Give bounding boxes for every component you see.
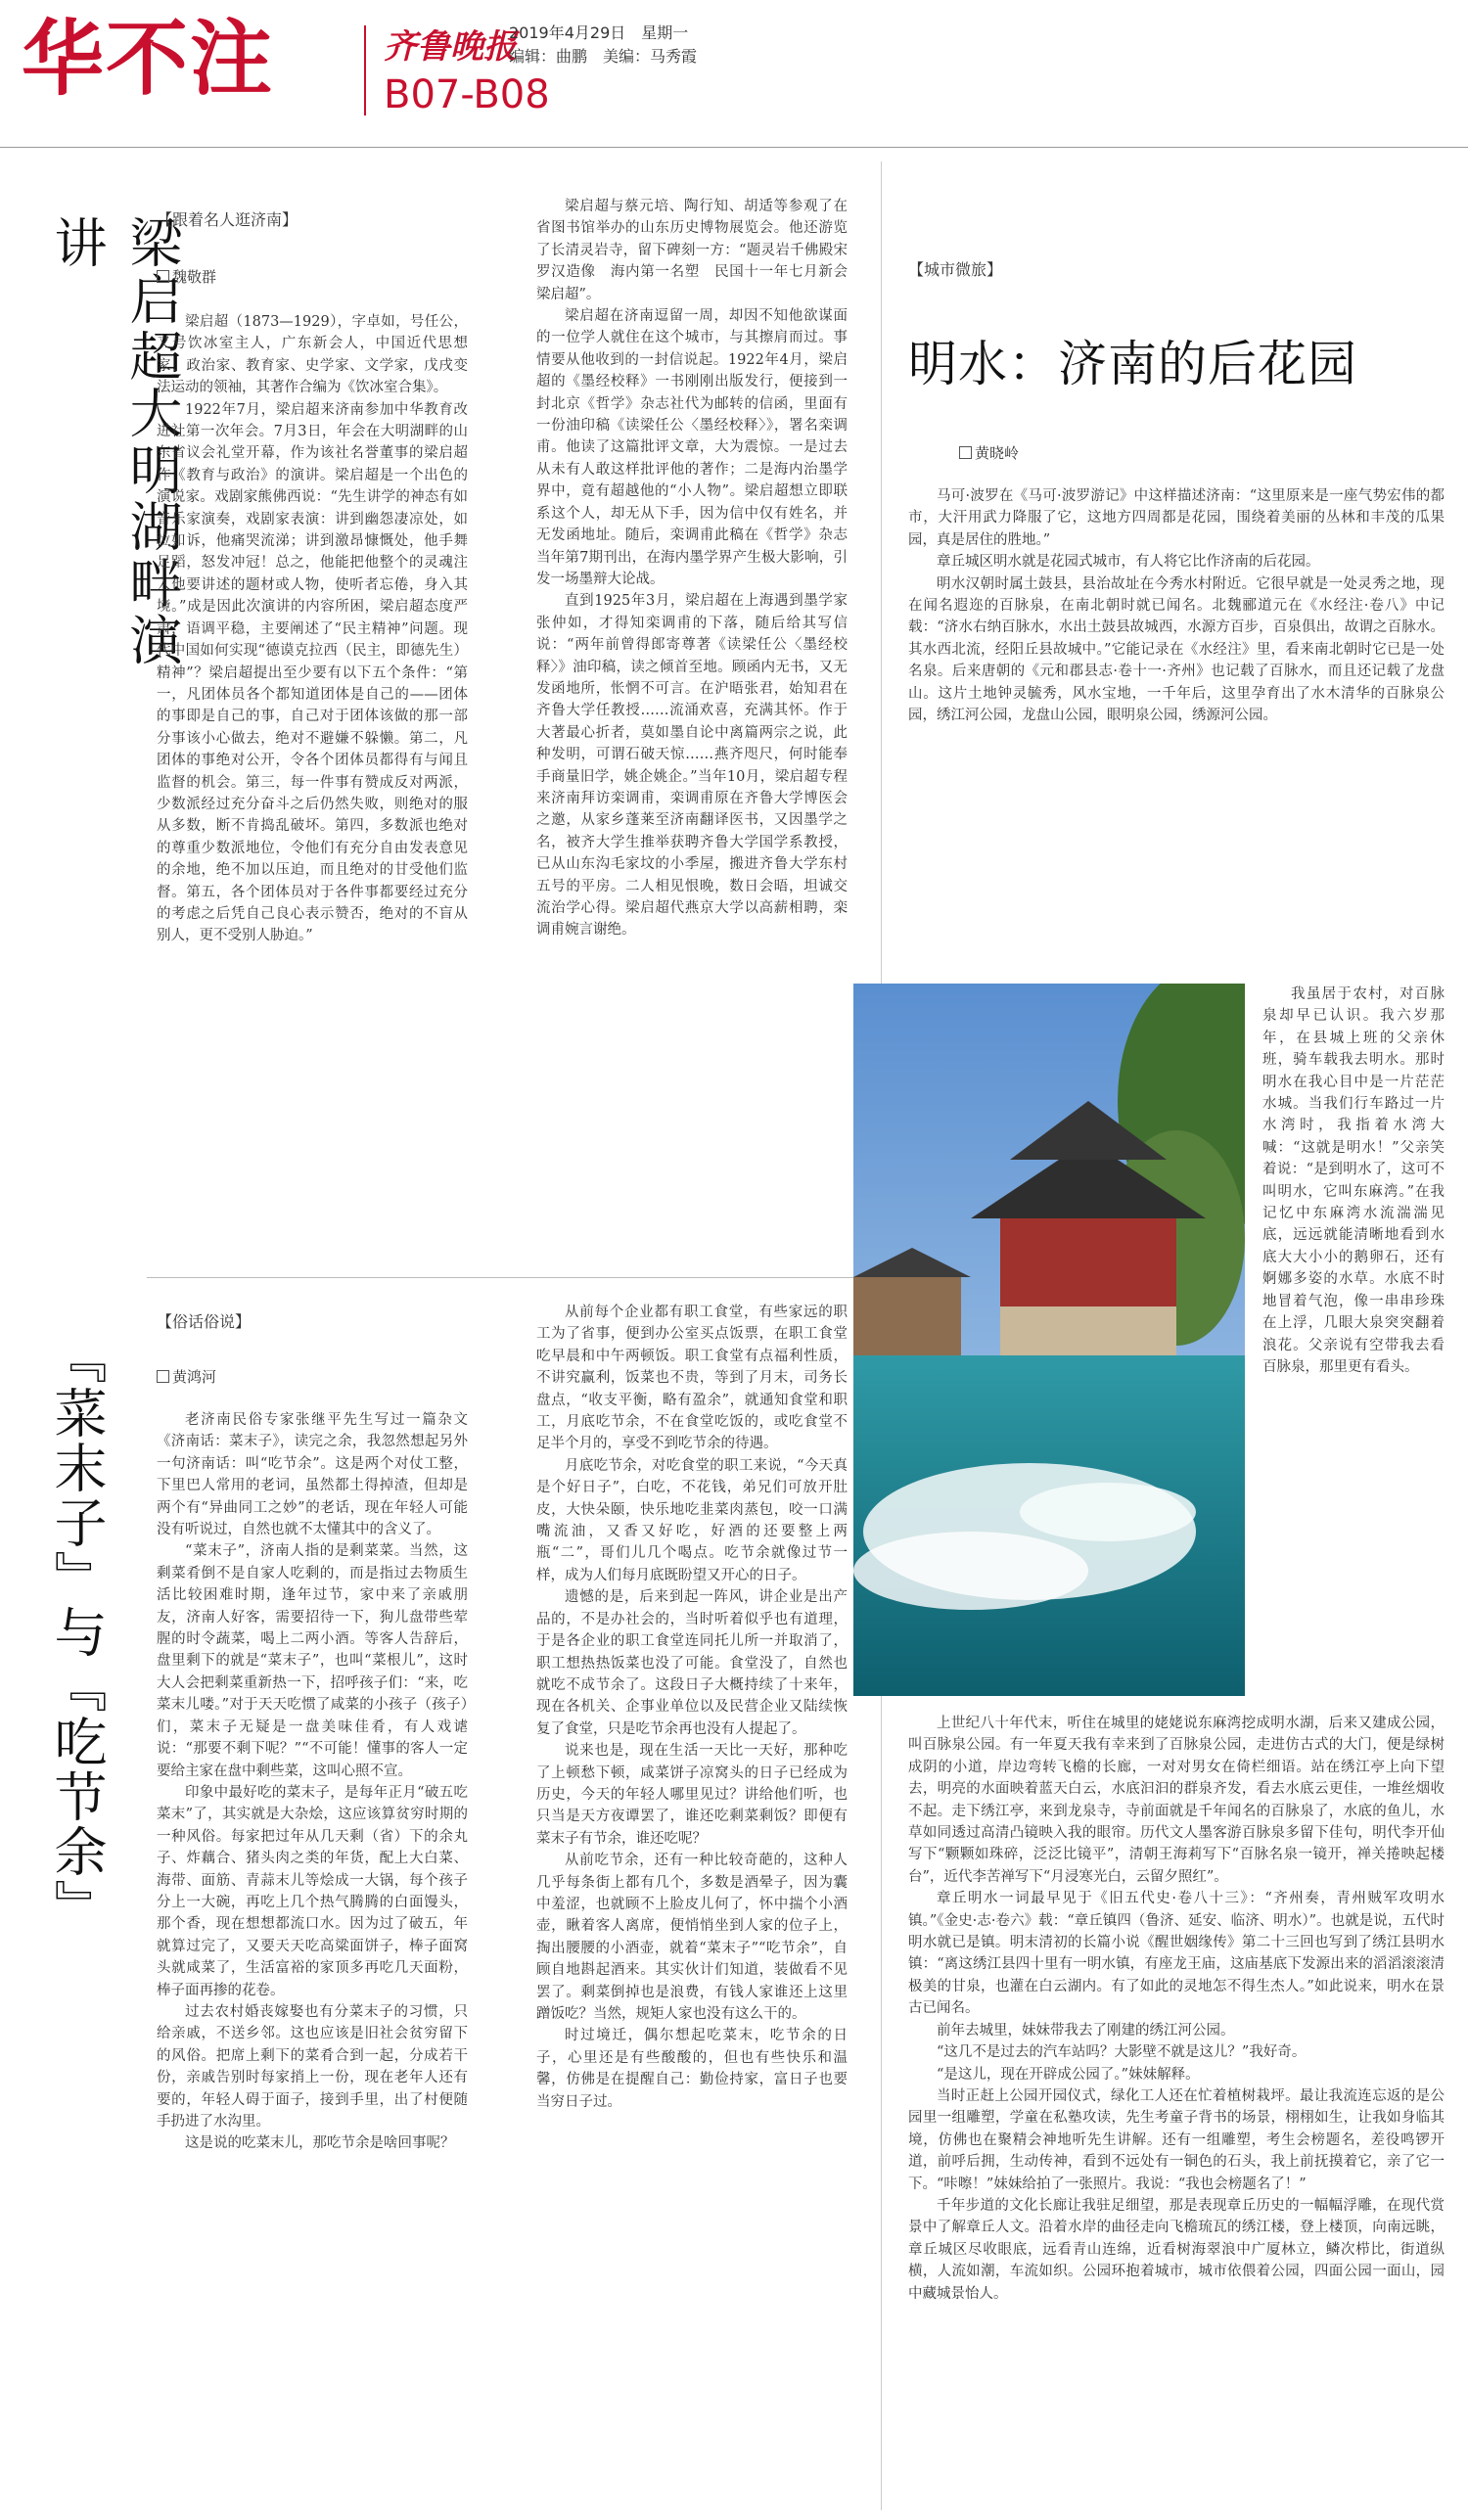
- article3-paragraph: 明水汉朝时属土鼓县，县治故址在今秀水村附近。它很早就是一处灵秀之地，现在闻名遐迩的百脉泉，在南北朝时就已闻名。北魏郦道元在《水经注·卷八》中记载：“济水右纳百脉水，水出土鼓县故城西，水源方百步，百泉俱出，故谓之百脉水。其水西北流，经阳丘县故城中。”它能记录在《水经注》里，看来南北朝时它已是一处名泉。后来唐朝的《元和郡县志·卷十一·齐州》也记载了百脉水，而且还记载了龙盘山。这片土地钟灵毓秀，风水宝地，一千年后，这里孕育出了水木清华的百脉泉公园，绣江河公园，龙盘山公园，眼明泉公园，绣源河公园。: [908, 575, 1445, 724]
- article2-paragraph: “菜末子”，济南人指的是剩菜菜。当然，这剩菜肴倒不是自家人吃剩的，而是指过去物质生活比较困难时期，逢年过节，家中来了亲戚朋友，济南人好客，需要招待一下，狗儿盘带些荤腥的时令蔬菜，喝上二两小酒。等客人告辞后，盘里剩下的就是“菜末子”，也叫“菜根儿”，这时大人会把剩菜重新热一下，招呼孩子们：“来，吃菜末儿喽。”对于天天吃惯了咸菜的小孩子（孩子）们，菜末子无疑是一盘美味佳肴，有人戏谑说：“那要不剩下呢？”“不可能！懂事的客人一定要给主家在盘中剩些菜，这叫心照不宣。: [157, 1543, 468, 1779]
- article2-column-2: [536, 1302, 848, 2113]
- article2-paragraph: 说来也是，现在生活一天比一天好，那种吃了上顿愁下顿，咸菜饼子凉窝头的日子已经成为历史，今天的年轻人哪里见过？讲给他们听，也只当是天方夜谭罢了，谁还吃剩菜剩饭？即便有菜末子有节余，谁还吃呢？: [536, 1743, 848, 1847]
- article3-paragraph: 马可·波罗在《马可·波罗游记》中这样描述济南：“这里原来是一座气势宏伟的都市，大汗用武力降服了它，这地方四周都是花园，围绕着美丽的丛林和丰茂的瓜果园，真是居住的胜地。”: [908, 488, 1445, 548]
- article3-text-bottom: [908, 1713, 1445, 2305]
- article2-column-tag: 【俗话俗说】: [157, 1312, 252, 1331]
- article-separator: [147, 1277, 861, 1278]
- header-rule: [0, 147, 1468, 148]
- article1-author: 魏敬群: [157, 266, 216, 287]
- article3-paragraph: 当时正赶上公园开园仪式，绿化工人还在忙着植树栽坪。最让我流连忘返的是公园里一组雕塑，学童在私塾攻读，先生考童子背书的场景，栩栩如生，让我如身临其境，仿佛也在聚精会神地听先生讲解。还有一组雕塑，考生会榜题名，差役鸣锣开道，前呼后拥，生动传神，看到不远处有一铜色的石头，我上前抚摸着它，亲了它一下。“咔嚓！”妹妹给拍了一张照片。我说：“我也会榜题名了！”: [908, 2087, 1445, 2192]
- article1-title: 梁启超大明湖畔演讲: [46, 215, 183, 669]
- article2-title: 『菜末子』与『吃节余』: [46, 1331, 108, 1934]
- article1-column-tag: 【跟着名人逛济南】: [157, 210, 298, 229]
- article3-text-side: [1262, 984, 1445, 1378]
- article1-paragraph: 直到1925年3月，梁启超在上海遇到墨学家张仲如，才得知栾调甫的下落，随后给其写信说：“两年前曾得郎寄尊著《读梁任公〈墨经校释〉》油印稿，读之倾首至地。顾函内无书，又无发函地所，怅惘不可言。在沪晤张君，始知君在齐鲁大学任教授……流涌欢喜，充满其怀。作于大著最心折者，莫如墨自论中离篇两宗之说，此种发明，可谓石破天惊……燕齐咫尺，何时能奉手商量旧学，姚企姚企。”当年10月，梁启超专程来济南拜访栾调甫，栾调甫原在齐鲁大学博医会之邀，从家乡蓬莱至济南翻译医书，又因墨学之名，被齐大学生推举获聘齐鲁大学国学系教授，已从山东沟毛家坟的小季屋，搬进齐鲁大学东村五号的平房。二人相见恨晚，数日会晤，坦诚交流治学心得。梁启超代燕京大学以高薪相聘，栾调甫婉言谢绝。: [536, 593, 848, 939]
- article2-author: 黄鸿河: [157, 1366, 216, 1387]
- date-line: 2019年4月29日 星期一: [509, 23, 689, 42]
- article3-paragraph: “这几不是过去的汽车站吗？大影壁不就是这儿？”我好奇。: [937, 2044, 1307, 2061]
- article1-column-1: [157, 311, 468, 947]
- article3-column-tag: 【城市微旅】: [908, 260, 1003, 279]
- article3-text-top: [908, 485, 1445, 726]
- article3-paragraph: “是这儿，现在开辟成公园了。”妹妹解释。: [937, 2066, 1200, 2083]
- page-number: B07-B08: [384, 72, 550, 117]
- section-title: 华不注: [22, 11, 275, 107]
- article3-paragraph: 我虽居于农村，对百脉泉却早已认识。我六岁那年，在县城上班的父亲休班，骑车载我去明水。那时明水在我心目中是一片茫茫水城。当我们行车路过一片水湾时，我指着水湾大喊：“这就是明水！”父亲笑着说：“是到明水了，这可不叫明水，它叫东麻湾。”在我记忆中东麻湾水流湍湍见底，远远就能清晰地看到水底大大小小的鹅卵石，还有婀娜多姿的水草。水底不时地冒着气泡，像一串串珍珠在上浮，几眼大泉突突翻着浪花。父亲说有空带我去看百脉泉，那里更有看头。: [1262, 986, 1445, 1375]
- article2-paragraph: 从前吃节余，还有一种比较奇葩的，这种人几乎每条街上都有几个，多数是酒晕子，因为囊中羞涩，也就顾不上脸皮儿何了，怀中揣个小酒壶，瞅着客人离席，便悄悄坐到人家的位子上，掏出腰腰的小酒壶，就着“菜末子”“吃节余”，自顾自地斟起酒来。其实伙计们知道，装做看不见罢了。剩菜倒掉也是浪费，有钱人家谁还上这里蹭饭吃？当然，规矩人家也没有这么干的。: [536, 1853, 848, 2022]
- article3-paragraph: 章丘明水一词最早见于《旧五代史·卷八十三》：“齐州奏，青州贼军攻明水镇。”《金史·志·卷六》载：“章丘镇四（鲁济、延安、临济、明水）”。也就是说，五代时明水就已是镇。明末清初的长篇小说《醒世姻缘传》第二十三回也写到了绣江县明水镇：“离这绣江县四十里有一明水镇，有座龙王庙，这庙基底下发源出来的滔滔滚滚清极美的甘泉，也灌在白云湖内。有了如此的灵地怎不得生杰人。”如此说来，明水在景古已闻名。: [908, 1891, 1445, 2017]
- article2-paragraph: 从前每个企业都有职工食堂，有些家远的职工为了省事，便到办公室买点饭票，在职工食堂吃早晨和中午两顿饭。职工食堂有点福利性质，不讲究赢利，饭菜也不贵，等到了月末，司务长盘点，“收支平衡，略有盈余”，就通知食堂和职工，月底吃节余，不在食堂吃饭的，或吃食堂不足半个月的，享受不到吃节余的待遇。: [536, 1305, 848, 1452]
- masthead-divider: [364, 25, 366, 115]
- article2-paragraph: 月底吃节余，对吃食堂的职工来说，“今天真是个好日子”，白吃，不花钱，弟兄们可放开肚皮，大快朵颐，快乐地吃韭菜肉蒸包，咬一口满嘴流油，又香又好吃，好酒的还要整上两瓶“二”，哥们儿几个喝点。吃节余就像过节一样，成为人们每月底既盼望又开心的日子。: [536, 1457, 848, 1583]
- bamaiquan-park-photo: [853, 984, 1245, 1696]
- article3-paragraph: 章丘城区明水就是花园式城市，有人将它比作济南的后花园。: [937, 554, 1320, 571]
- editor-line: 编辑：曲鹏 美编：马秀霞: [509, 47, 698, 66]
- article2-paragraph: 时过境迁，偶尔想起吃菜末，吃节余的日子，心里还是有些酸酸的，但也有些快乐和温馨，仿佛是在提醒自己：勤俭持家，富日子也要当穷日子过。: [536, 2028, 848, 2110]
- article2-paragraph: 老济南民俗专家张继平先生写过一篇杂文《济南话：菜末子》，读完之余，我忽然想起另外一句济南话：叫“吃节余”。这是两个对仗工整，下里巴人常用的老词，虽然都土得掉渣，但却是两个有“异曲同工之妙”的老话，现在年轻人可能没有听说过，自然也就不太懂其中的含义了。: [157, 1412, 468, 1538]
- article2-paragraph: 这是说的吃菜末儿，那吃节余是啥回事呢？: [185, 2135, 455, 2152]
- article3-paragraph: 上世纪八十年代末，听住在城里的姥姥说东麻湾挖成明水湖，后来又建成公园，叫百脉泉公园。有一年夏天我有幸来到了百脉泉公园，走进仿古式的大门，便是绿树成阴的小道，岸边弯转飞檐的长廊，一对对男女在倚栏细语。站在绣江亭上向下望去，明亮的水面映着蓝天白云，水底汩汩的群泉齐发，看去水底云更佳，一堆丝烟收不起。走下绣江亭，来到龙泉寺，寺前面就是千年闻名的百脉泉了，水底的鱼儿，水草如同透过高清凸镜映入我的眼帘。历代文人墨客游百脉泉多留下佳句，明代李开仙写下“颗颗如珠碎，泛泛比镜平”，清朝王海莉写下“百脉名泉一镜开，禅关捲映起楼台”，近代李苦禅写下“月浸寒光白，云留夕照红”。: [908, 1716, 1445, 1885]
- article2-paragraph: 遗憾的是，后来到起一阵风，讲企业是出产品的，不是办社会的，当时听着似乎也有道理，于是各企业的职工食堂连同托儿所一并取消了，职工想热热饭菜也没了可能。食堂没了，自然也就吃不成节余了。这段日子大概持续了十来年，现在各机关、企事业单位以及民营企业又陆续恢复了食堂，只是吃节余再也没有人提起了。: [536, 1589, 848, 1737]
- article2-column-1: [157, 1409, 468, 2155]
- article3-paragraph: 前年去城里，妹妹带我去了刚建的绣江河公园。: [937, 2022, 1235, 2039]
- article2-paragraph: 过去农村婚丧嫁娶也有分菜末子的习惯，只给亲戚，不送乡邻。这也应该是旧社会贫穷留下的风俗。把席上剩下的菜肴合到一起，分成若干份，亲戚告别时每家捎上一份，现在老年人还有要的，年轻人碍于面子，接到手里，出了村便随手扔进了水沟里。: [157, 2003, 468, 2130]
- article2-paragraph: 印象中最好吃的菜末子，是每年正月“破五吃菜末”了，其实就是大杂烩，这应该算贫穷时期的一种风俗。每家把过年从几天剩（省）下的余丸子、炸藕合、猪头肉之类的年货，配上大白菜、海带、面筋、青蒜末儿等烩成一大锅，每个孩子分上一大碗，再吃上几个热气腾腾的白面馒头，那个香，现在想想都流口水。因为过了破五，年就算过完了，又要天天吃高粱面饼子，棒子面窝头就咸菜了，生活富裕的家顶多再吃几天面粉，棒子面再掺的花卷。: [157, 1784, 468, 1998]
- newspaper-logo: 齐鲁晚报: [384, 27, 517, 67]
- article3-paragraph: 千年步道的文化长廊让我驻足细望，那是表现章丘历史的一幅幅浮雕，在现代赏景中了解章丘人文。沿着水岸的曲径走向飞檐琉瓦的绣江楼，登上楼顶，向南远眺，章丘城区尽收眼底，远看青山连绵，近看树海翠浪中广厦林立，鳞次栉比，街道纵横，人流如潮，车流如织。公园环抱着城市，城市依偎着公园，四面公园一面山，园中藏城景怡人。: [908, 2197, 1445, 2302]
- park-pavilion-image: [853, 984, 1245, 1696]
- article1-paragraph: 梁启超与蔡元培、陶行知、胡适等参观了在省图书馆举办的山东历史博物展览会。他还游览了长清灵岩寺，留下碑刻一方：“题灵岩千佛殿宋罗汉造像 海内第一名塑 民国十一年七月新会梁启超”。: [536, 199, 848, 302]
- article3-author: 黄晓岭: [959, 442, 1019, 463]
- article3-headline: 明水：济南的后花园: [908, 336, 1357, 392]
- article1-column-2: [536, 196, 848, 941]
- article1-paragraph: 梁启超在济南逗留一周，却因不知他欲谋面的一位学人就住在这个城市，与其擦肩而过。事情要从他收到的一封信说起。1922年4月，梁启超的《墨经校释》一书刚刚出版发行，便接到一封北京《哲学》杂志社代为邮转的信函，里面有一份油印稿《读梁任公〈墨经校释〉》，署名栾调甫。他读了这篇批评文章，大为震惊。一是过去从未有人敢这样批评他的著作；二是海内治墨学界中，竟有超越他的“小人物”。梁启超想立即联系这个人，却无从下手，因为信中仅有姓名，并无发函地址。随后，栾调甫此稿在《哲学》杂志当年第7期刊出，在海内墨学界产生极大影响，引发一场墨辩大论战。: [536, 308, 848, 587]
- masthead-info: [509, 22, 697, 69]
- article1-paragraph: 梁启超（1873—1929），字卓如，号任公，又号饮冰室主人，广东新会人，中国近代思想家、政治家、教育家、史学家、文学家，戊戌变法运动的领袖，其著作合编为《饮冰室合集》。: [157, 314, 468, 396]
- article1-paragraph: 1922年7月，梁启超来济南参加中华教育改进社第一次年会。7月3日，年会在大明湖畔的山东省议会礼堂开幕，作为该社名誉董事的梁启超作《教育与政治》的演讲。梁启超是一个出色的演说家。戏剧家熊佛西说：“先生讲学的神态有如音乐家演奏，戏剧家表演：讲到幽怨凄凉处，如泣如诉，他痛哭流涕；讲到激昂慷慨处，他手舞足蹈，怒发冲冠！总之，他能把他整个的灵魂注入他要讲述的题材或人物，使听者忘倦，身入其境。”成是因此次演讲的内容所困，梁启超态度严肃，语调平稳，主要阐述了“民主精神”问题。现代中国如何实现“德谟克拉西（民主，即德先生）精神”？梁启超提出至少要有以下五个条件：“第一，凡团体员各个都知道团体是自己的——团体的事即是自己的事，自己对于团体该做的那一部分事该小心做去，绝对不避嫌不躲懒。第二，凡团体的事绝对公开，令各个团体员都得有与闻且监督的机会。第三，每一件事有赞成反对两派，少数派经过充分奋斗之后仍然失败，则绝对的服从多数，断不肯捣乱破坏。第四，多数派也绝对的尊重少数派地位，令他们有充分自由发表意见的余地，绝不加以压迫，而且绝对的甘受他们监督。第五，各个团体员对于各件事都要经过充分的考虑之后凭自己良心表示赞否，绝对的不盲从别人，更不受别人胁迫。”: [157, 401, 468, 944]
